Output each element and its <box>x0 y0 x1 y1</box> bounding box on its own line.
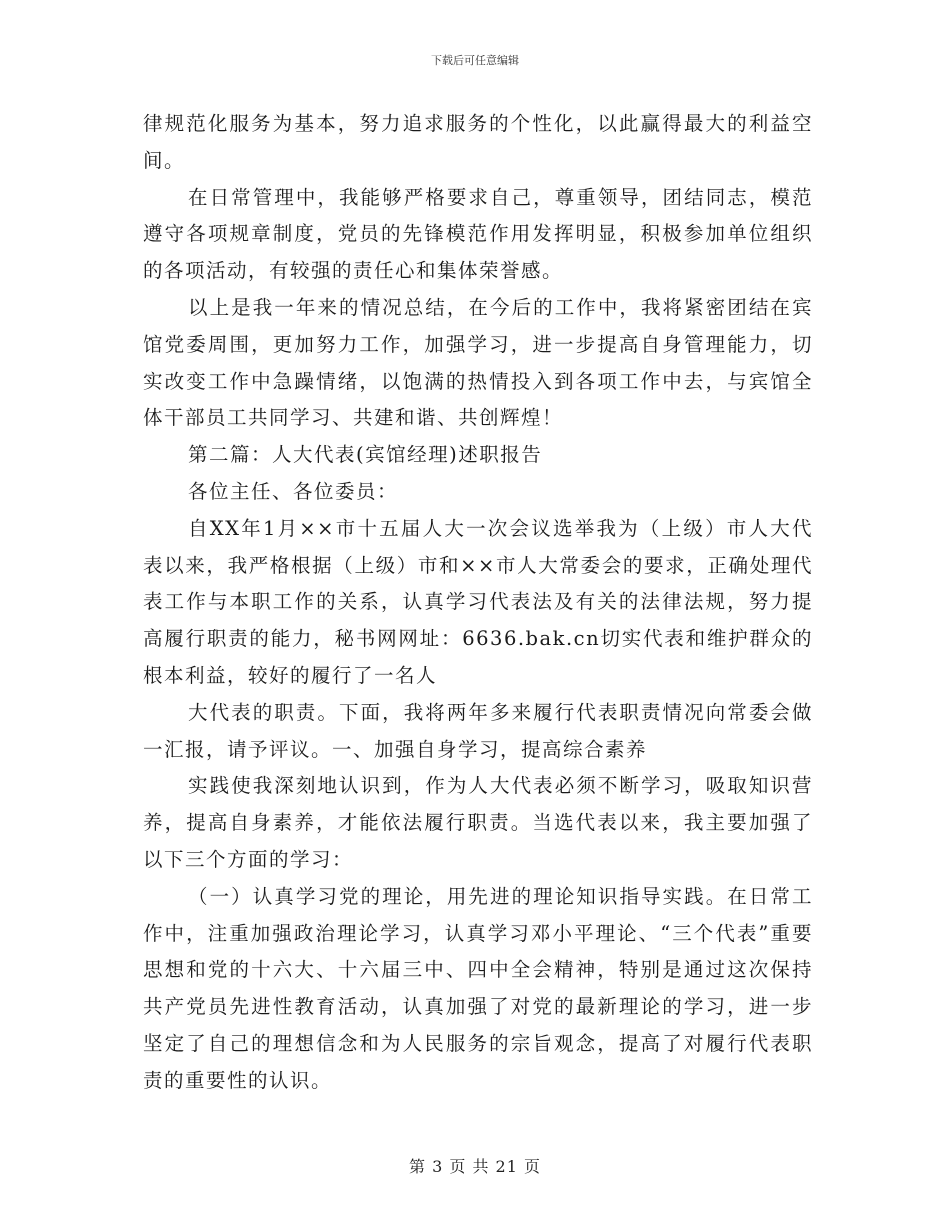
paragraph-3: 以上是我一年来的情况总结，在今后的工作中，我将紧密团结在宾馆党委周围，更加努力工作，加强学习，进一步提高自身管理能力，切实改变工作中急躁情绪，以饱满的热情投入到各项工作中去，与宾馆全体干部员工共同学习、共建和谐、共创辉煌！ <box>143 295 813 430</box>
footer-prefix: 第 <box>408 1157 426 1176</box>
paragraph-2: 在日常管理中，我能够严格要求自己，尊重领导，团结同志，模范遵守各项规章制度，党员的先锋模范作用发挥明显，积极参加单位组织的各项活动，有较强的责任心和集体荣誉感。 <box>143 185 813 283</box>
footer-middle: 页 共 <box>449 1157 490 1176</box>
paragraph-8: 实践使我深刻地认识到，作为人大代表必须不断学习，吸取知识营养，提高自身素养，才能依法履行职责。当选代表以来，我主要加强了以下三个方面的学习： <box>143 774 813 871</box>
section-heading: 第二篇：人大代表(宾馆经理)述职报告 <box>188 443 543 467</box>
page-header: 下载后可任意编辑 <box>431 54 519 67</box>
paragraph-6: 自XX年1月××市十五届人大一次会议选举我为（上级）市人大代表以来，我严格根据（上级）市和××市人大常委会的要求，正确处理代表工作与本职工作的关系，认真学习代表法及有关的法律法规，努力提高履行职责的能力，秘书网网址：6636.bak.cn切实代表和维护群众的根本利益，较好的履行了一名人 <box>143 516 813 687</box>
salutation: 各位主任、各位委员： <box>188 479 399 503</box>
document-body <box>143 106 813 1100</box>
paragraph-7: 大代表的职责。下面，我将两年多来履行代表职责情况向常委会做一汇报，请予评议。一、加强自身学习，提高综合素养 <box>143 700 813 761</box>
page-footer <box>0 1154 950 1177</box>
paragraph-1: 律规范化服务为基本，努力追求服务的个性化，以此赢得最大的利益空间。 <box>143 112 813 172</box>
footer-suffix: 页 <box>524 1157 542 1176</box>
footer-total-pages: 21 <box>495 1157 518 1176</box>
footer-page-number: 3 <box>432 1157 444 1176</box>
paragraph-9: （一）认真学习党的理论，用先进的理论知识指导实践。在日常工作中，注重加强政治理论学习，认真学习邓小平理论、“三个代表”重要思想和党的十六大、十六届三中、四中全会精神，特别是通过这次保持共产党员先进性教育活动，认真加强了对党的最新理论的学习，进一步坚定了自己的理想信念和为人民服务的宗旨观念，提高了对履行代表职责的重要性的认识。 <box>143 884 813 1092</box>
